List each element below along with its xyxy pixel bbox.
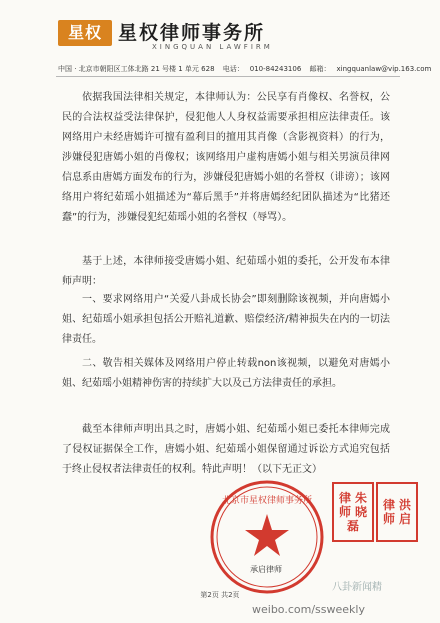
stamp1-char: 师 [338, 505, 351, 519]
contact-line [58, 64, 432, 74]
stamp2-char: 师 [382, 512, 395, 526]
paragraph-closing: 截至本律师声明出具之时，唐嫣小姐、纪茹瑶小姐已委托本律师完成了侵权证据保全工作，唐嫣小姐、纪茹瑶小姐保留通过诉讼方式追究包括于终止侵权者法律责任的权利。特此声明！（以下无正文） [62, 424, 390, 475]
stamp1-char: 晓 [354, 505, 367, 519]
seal-firm-name: 北京市星权律师事务所 [221, 496, 313, 506]
stamp1-char: 磊 [346, 519, 359, 533]
stamp2-char: 启 [398, 512, 411, 526]
paragraph-legal-opinion: 依据我国法律相关规定，本律师认为：公民享有肖像权、名誉权，公民的合法权益受法律保护，侵犯他人人身权益需要承担相应法律责任。该网络用户未经唐嫣许可擅有盈利目的擅用其肖像（含影视资料）的行为，涉嫌侵犯唐嫣小姐的肖像权；该网络用户虚构唐嫣小姐与相关男演员律网信息系由唐嫣方面发布的行为，涉嫌侵犯唐嫣小姐的名誉权（诽谤）；该网络用户将纪茹瑶小姐描述为“幕后黑手”并将唐嫣经纪团队描述为“比猪还蠢”的行为，涉嫌侵犯纪茹瑶小姐的名誉权（辱骂）。 [62, 92, 390, 223]
phone: 010-84243106 [249, 65, 302, 73]
lawyer-stamp-1 [332, 482, 374, 542]
weibo-watermark: weibo.com/ssweekly [252, 603, 365, 616]
firm-name-en: XINGQUAN LAWFIRM [152, 43, 273, 51]
seal-lawyer-label: 承启律师 [250, 565, 282, 574]
address: 中国 · 北京市朝阳区工体北路 21 号楼 1 单元 628 [58, 65, 215, 73]
stamp2-char: 洪 [398, 498, 411, 512]
signature-area [196, 478, 416, 588]
watermark-text: 八卦新闻精 [332, 582, 382, 593]
lawyer-stamp-2 [376, 482, 418, 542]
firm-seal-icon [208, 478, 326, 596]
stamp2-char: 律 [382, 498, 395, 512]
paragraph-item-1: 一、要求网络用户“关爱八卦成长协会”即刻删除该视频，并向唐嫣小姐、纪茹瑶小姐承担包括公开赔礼道歉、赔偿经济/精神损失在内的一切法律责任。 [62, 294, 390, 345]
paragraph-item-2: 二、敬告相关媒体及网络用户停止转载non该视频，以避免对唐嫣小姐、纪茹瑶小姐精神伤害的持续扩大以及己方法律责任的承担。 [62, 358, 390, 389]
phone-label: 电话： [222, 65, 244, 73]
firm-logo: 星权 [58, 20, 112, 46]
email-label: 邮箱： [309, 65, 331, 73]
stamp1-char: 律 [338, 491, 351, 505]
paragraph-intro: 基于上述，本律师接受唐嫣小姐、纪茹瑶小姐的委托，公开发布本律师声明： [62, 256, 390, 287]
email: xingquanlaw@vip.163.com [336, 65, 432, 73]
header-divider [56, 76, 400, 77]
firm-name: 星权律师事务所 [118, 22, 266, 44]
page-number: 第2页 共2页 [200, 591, 240, 599]
stamp1-char: 朱 [354, 491, 367, 505]
